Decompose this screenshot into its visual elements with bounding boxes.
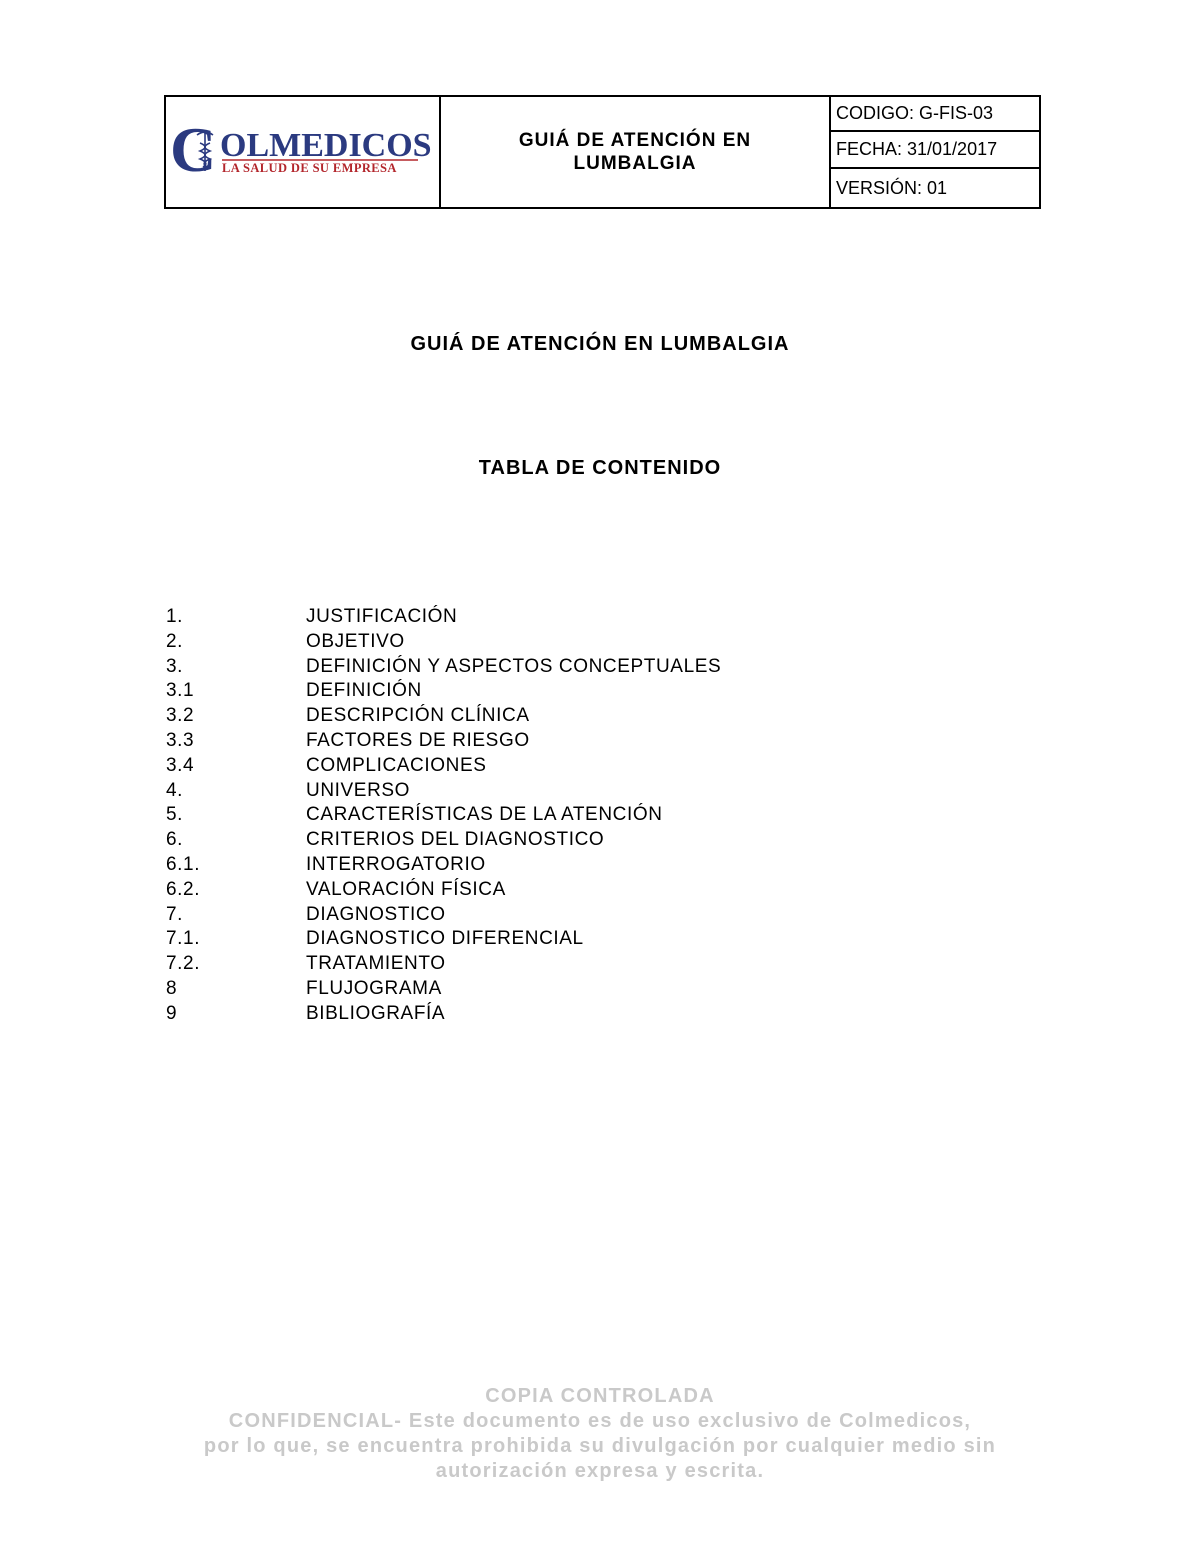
toc-item-label: VALORACIÓN FÍSICA (306, 878, 506, 900)
toc-item-label: UNIVERSO (306, 779, 411, 801)
toc-item (166, 754, 866, 779)
toc-item (166, 903, 866, 928)
toc-item-number: 3.4 (166, 754, 195, 776)
table-of-contents (166, 605, 866, 1027)
toc-item (166, 605, 866, 630)
toc-item-label: FACTORES DE RIESGO (306, 729, 530, 751)
toc-item-label: BIBLIOGRAFÍA (306, 1002, 446, 1024)
toc-item-label: TRATAMIENTO (306, 953, 446, 975)
header-title-line-1: GUIÁ DE ATENCIÓN EN (518, 130, 752, 151)
document-date: FECHA: 31/01/2017 (831, 132, 1039, 169)
toc-item-label: CARACTERÍSTICAS DE LA ATENCIÓN (306, 804, 663, 826)
logo-brand: OLMEDICOS (220, 127, 432, 164)
toc-item-label: JUSTIFICACIÓN (306, 606, 458, 627)
logo-initial: C (170, 119, 217, 179)
toc-heading: TABLA DE CONTENIDO (478, 457, 722, 479)
toc-item-number: 3.3 (166, 729, 195, 751)
toc-item-label: DESCRIPCIÓN CLÍNICA (306, 705, 530, 727)
footer-line-2: CONFIDENCIAL- Este documento es de uso exclusivo de Colmedicos, (228, 1410, 972, 1432)
toc-item-label: DIAGNOSTICO DIFERENCIAL (306, 928, 584, 950)
footer-line-4: autorización expresa y escrita. (435, 1460, 765, 1482)
document-version: VERSIÓN: 01 (836, 177, 948, 198)
header-meta-cell (831, 97, 1039, 207)
toc-item-label: INTERROGATORIO (306, 853, 486, 875)
toc-item (166, 655, 866, 680)
toc-item-number: 8 (166, 977, 178, 999)
toc-item-label: DEFINICIÓN Y ASPECTOS CONCEPTUALES (306, 655, 722, 677)
toc-item-number: 2. (166, 630, 184, 652)
page-title: GUIÁ DE ATENCIÓN EN LUMBALGIA (410, 333, 790, 355)
header-title-line-2: LUMBALGIA (573, 153, 697, 174)
toc-item (166, 828, 866, 853)
document-header-table (164, 95, 1041, 209)
toc-item-number: 3. (166, 655, 184, 677)
toc-item (166, 630, 866, 655)
toc-item-number: 4. (166, 779, 184, 801)
toc-item-number: 7. (166, 903, 184, 925)
toc-item-number: 6. (166, 829, 184, 851)
toc-item (166, 729, 866, 754)
toc-item (166, 952, 866, 977)
toc-item-label: CRITERIOS DEL DIAGNOSTICO (306, 829, 605, 851)
colmedicos-logo (170, 119, 432, 179)
toc-item-number: 5. (166, 804, 184, 826)
toc-item-number: 3.1 (166, 680, 195, 702)
toc-item-label: OBJETIVO (306, 630, 405, 652)
toc-item-label: COMPLICACIONES (306, 754, 487, 776)
toc-item (166, 1002, 866, 1027)
toc-item-number: 9 (166, 1002, 178, 1024)
toc-item-number: 1. (166, 606, 184, 627)
logo-tagline: LA SALUD DE SU EMPRESA (222, 161, 397, 175)
footer-controlled-copy: COPIA CONTROLADA (485, 1385, 715, 1407)
confidentiality-footer (0, 1384, 1200, 1484)
toc-item (166, 878, 866, 903)
toc-item (166, 679, 866, 704)
toc-item-number: 7.2. (166, 953, 201, 975)
logo-cell (166, 97, 441, 207)
toc-item (166, 803, 866, 828)
toc-item-number: 7.1. (166, 928, 201, 950)
toc-item-label: DEFINICIÓN (306, 680, 422, 702)
toc-item (166, 927, 866, 952)
toc-item-label: FLUJOGRAMA (306, 977, 442, 999)
toc-item (166, 779, 866, 804)
toc-item (166, 704, 866, 729)
header-title-cell (441, 97, 831, 207)
header-title (500, 129, 770, 175)
toc-item (166, 853, 866, 878)
footer-line-3: por lo que, se encuentra prohibida su divulgación por cualquier medio sin (203, 1435, 997, 1457)
toc-item-number: 3.2 (166, 705, 195, 727)
toc-item (166, 977, 866, 1002)
toc-item-number: 6.2. (166, 878, 201, 900)
toc-item-number: 6.1. (166, 853, 201, 875)
document-code: CODIGO: G-FIS-03 (831, 97, 1039, 132)
toc-item-label: DIAGNOSTICO (306, 903, 446, 925)
